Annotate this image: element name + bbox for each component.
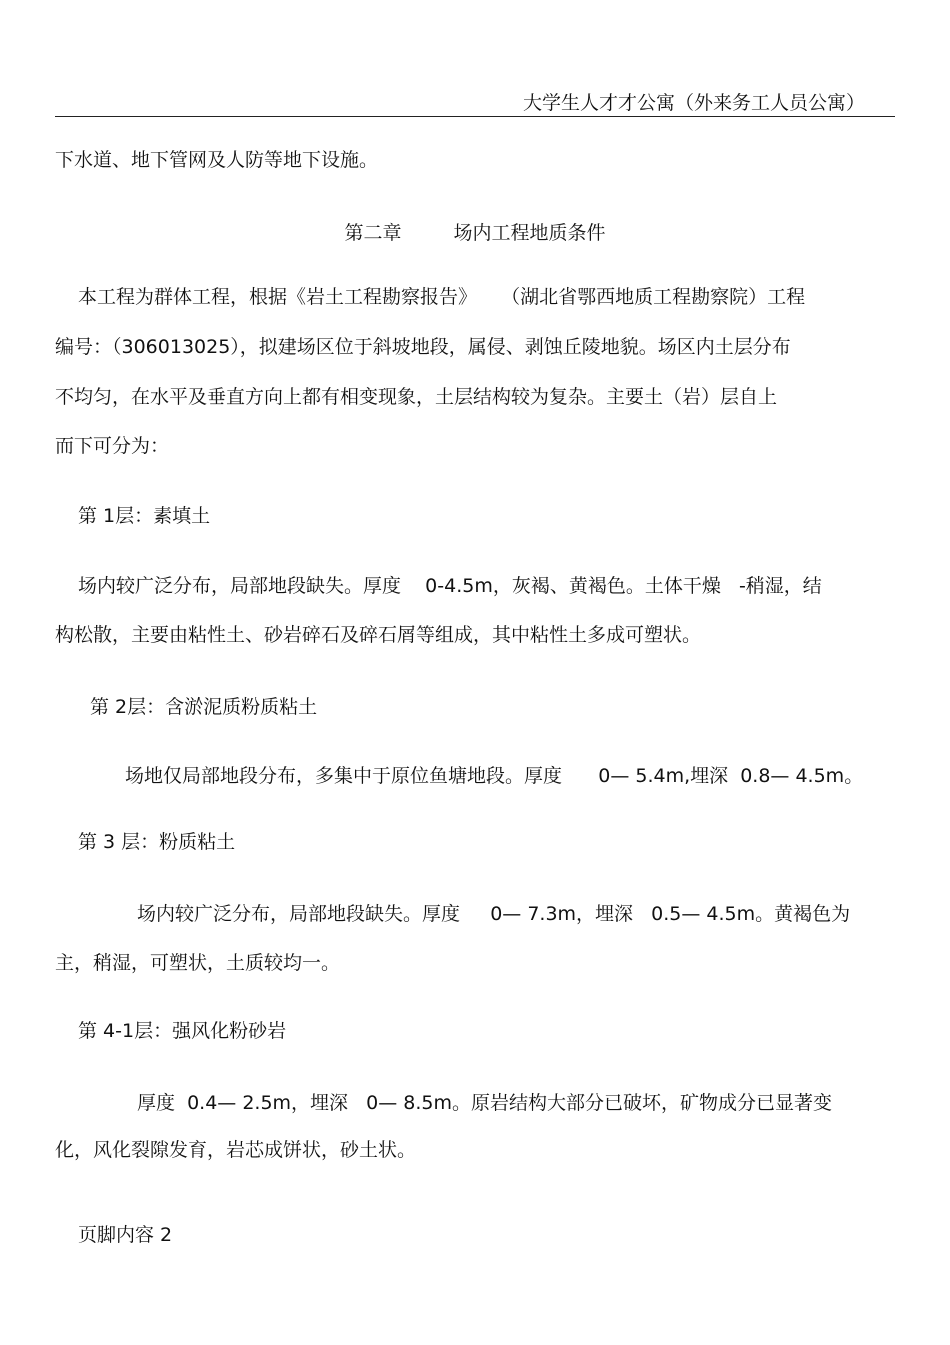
paragraph-line: 主，稍湿，可塑状，土质较均一。 <box>55 952 341 974</box>
paragraph-line: 场内较广泛分布，局部地段缺失。厚度 0— 7.3m，埋深 0.5— 4.5m。黄褐色为 <box>137 903 851 925</box>
layer-3-heading: 第 3 层：粉质粘土 <box>78 831 236 853</box>
paragraph-line: 化，风化裂隙发育，岩芯成饼状，砂土状。 <box>55 1139 417 1161</box>
chapter-title: 场内工程地质条件 <box>453 222 606 244</box>
paragraph-line: 不均匀，在水平及垂直方向上都有相变现象，土层结构较为复杂。主要土（岩）层自上 <box>55 386 778 408</box>
paragraph-line: 编号：（306013025），拟建场区位于斜坡地段，属侵、剥蚀丘陵地貌。场区内土层分布 <box>55 336 791 358</box>
layer-4-1-heading: 第 4-1层：强风化粉砂岩 <box>78 1020 287 1042</box>
page-footer: 页脚内容 2 <box>78 1224 173 1246</box>
layer-2-heading: 第 2层：含淤泥质粉质粘土 <box>90 696 318 718</box>
layer-1-heading: 第 1层：素填土 <box>78 505 211 527</box>
paragraph-line: 厚度 0.4— 2.5m，埋深 0— 8.5m。原岩结构大部分已破坏，矿物成分已显著变 <box>137 1092 833 1114</box>
paragraph-line: 场内较广泛分布，局部地段缺失。厚度 0-4.5m，灰褐、黄褐色。土体干燥 -稍湿，结 <box>78 575 822 597</box>
paragraph-line: 而下可分为： <box>55 435 170 457</box>
text-line-1: 下水道、地下管网及人防等地下设施。 <box>55 149 379 171</box>
page-header: 大学生人才才公寓（外来务工人员公寓） <box>522 92 865 114</box>
chapter-heading <box>0 218 950 245</box>
paragraph-line: 场地仅局部地段分布，多集中于原位鱼塘地段。厚度 0— 5.4m,埋深 0.8— 4.5m。 <box>125 765 864 787</box>
paragraph-line: 构松散，主要由粘性土、砂岩碎石及碎石屑等组成，其中粘性土多成可塑状。 <box>55 624 702 646</box>
paragraph-line: 本工程为群体工程，根据《岩土工程勘察报告》 （湖北省鄂西地质工程勘察院）工程 <box>78 286 806 308</box>
header-divider <box>55 116 895 117</box>
chapter-number: 第二章 <box>344 222 402 244</box>
